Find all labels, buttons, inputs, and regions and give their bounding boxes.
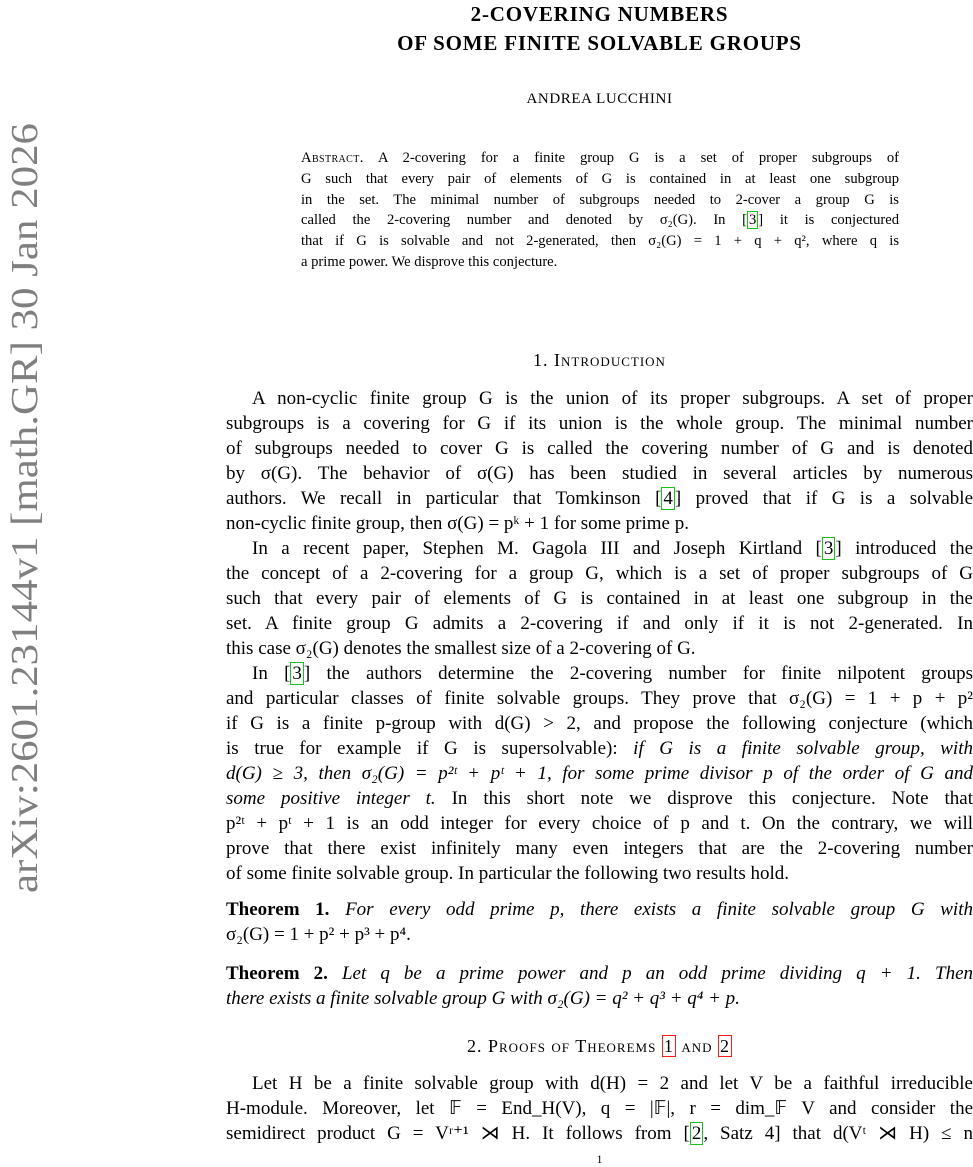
- author: ANDREA LUCCHINI: [526, 91, 673, 107]
- text-line: and particular classes of finite solvable groups. They prove that σ₂(G) = 1 + p + p²: [226, 688, 973, 709]
- citation-link[interactable]: 3: [749, 212, 757, 229]
- text-line: In [ 3 ] the authors determine the 2-covering number for finite nilpotent groups: [252, 663, 973, 684]
- text-line: In a recent paper, Stephen M. Gagola III and Joseph Kirtland [ 3 ] introduced the: [252, 538, 973, 559]
- section-heading-introduction: 1. Introduction: [533, 350, 666, 370]
- text-line: σ₂(G) = 1 + p² + p³ + p⁴.: [226, 924, 411, 945]
- abstract: [301, 148, 899, 273]
- text-line: there exists a finite solvable group G with σ₂(G) = q² + q³ + q⁴ + p.: [226, 988, 740, 1009]
- abstract-line: in the set. The minimal number of subgroups needed to 2-cover a group G is: [301, 191, 899, 208]
- text-line: if G is a finite p-group with d(G) > 2, and propose the following conjecture (which: [226, 713, 973, 734]
- abstract-line: a prime power. We disprove this conjecture.: [301, 253, 558, 270]
- arxiv-stamp-text: arXiv:2601.23144v1 [math.GR] 30 Jan 2026: [4, 211, 46, 893]
- text-line: such that every pair of elements of G is contained in at least one subgroup in the: [226, 588, 973, 609]
- paragraph-2: [226, 536, 973, 661]
- conjecture-text: if G is a finite solvable group, with: [633, 738, 973, 759]
- paragraph-1: [226, 386, 973, 536]
- citation-link[interactable]: 3: [292, 663, 302, 684]
- text-line: some positive integer t. In this short note we disprove this conjecture. Note that: [226, 788, 973, 809]
- text-line: of some finite solvable group. In particular the following two results hold.: [226, 863, 790, 884]
- text-line: this case σ₂(G) denotes the smallest size of a 2-covering of G.: [226, 638, 696, 659]
- abstract-line: Abstract. A 2-covering for a finite group G is a set of proper subgroups of: [301, 150, 899, 166]
- theorem-2: [226, 961, 973, 1011]
- theorem-1: [226, 897, 973, 947]
- conjecture-text: some positive integer t.: [226, 788, 436, 809]
- theorem-label: Theorem 2.: [226, 963, 328, 984]
- theorem-label: Theorem 1.: [226, 899, 330, 920]
- section-heading-proofs: 2. Proofs of Theorems 1 and 2: [467, 1036, 730, 1056]
- abstract-line: that if G is solvable and not 2-generated, then σ₂(G) = 1 + q + q², where q is: [301, 233, 899, 250]
- text-line: prove that there exist infinitely many even integers that are the 2-covering number: [226, 838, 973, 859]
- citation-link[interactable]: 4: [663, 488, 673, 509]
- abstract-line: G such that every pair of elements of G is contained in at least one subgroup: [301, 170, 899, 187]
- text-line: non-cyclic finite group, then σ(G) = pᵏ + 1 for some prime p.: [226, 513, 689, 534]
- paper-title: [226, 0, 973, 58]
- text-line: semidirect product G = Vʳ⁺¹ ⋊ H. It follows from [ 2 , Satz 4] that d(Vᵗ ⋊ H) ≤ n: [226, 1123, 973, 1144]
- text-line: authors. We recall in particular that Tomkinson [ 4 ] proved that if G is a solvable: [226, 488, 973, 509]
- text-line: H-module. Moreover, let 𝔽 = End_H(V), q = |𝔽|, r = dim_𝔽 V and consider the: [226, 1098, 973, 1119]
- theorem-link[interactable]: 2: [720, 1036, 730, 1056]
- text-line: p²ᵗ + pᵗ + 1 is an odd integer for every choice of p and t. On the contrary, we will: [226, 813, 973, 834]
- paragraph-4: [226, 1071, 973, 1146]
- theorem-link[interactable]: 1: [663, 1036, 674, 1056]
- abstract-heading: Abstract.: [301, 150, 364, 166]
- text-line: subgroups is a covering for G if its union is the whole group. The minimal number: [226, 413, 973, 434]
- paragraph-3: [226, 661, 973, 886]
- arxiv-stamp: [0, 0, 46, 930]
- title-line-2: OF SOME FINITE SOLVABLE GROUPS: [397, 31, 802, 55]
- abstract-line: called the 2-covering number and denoted by σ₂(G). In [ 3 ] it is conjectured: [301, 212, 900, 229]
- arxiv-stamp-svg: [0, 0, 46, 930]
- text-line: by σ(G). The behavior of σ(G) has been studied in several articles by numerous: [226, 463, 973, 484]
- text-line: set. A finite group G admits a 2-covering if and only if it is not 2-generated. In: [226, 613, 973, 634]
- text-line: Theorem 2. Let q be a prime power and p an odd prime dividing q + 1. Then: [226, 963, 973, 984]
- text-line: of subgroups needed to cover G is called the covering number of G and is denoted: [226, 438, 973, 459]
- conjecture-text: d(G) ≥ 3, then σ₂(G) = p²ᵗ + pᵗ + 1, for some prime divisor p of the order of G and: [226, 763, 973, 784]
- text-line: Theorem 1. For every odd prime p, there exists a finite solvable group G with: [226, 899, 973, 920]
- text-line: is true for example if G is supersolvable): if G is a finite solvable group, with: [226, 738, 973, 759]
- title-line-1: 2-COVERING NUMBERS: [470, 2, 729, 26]
- text-line: Let H be a finite solvable group with d(H) = 2 and let V be a faithful irreducible: [252, 1073, 973, 1094]
- citation-link[interactable]: 2: [691, 1123, 702, 1144]
- page-number: 1: [596, 1152, 603, 1166]
- citation-link[interactable]: 3: [823, 538, 834, 559]
- text-line: A non-cyclic finite group G is the union of its proper subgroups. A set of proper: [252, 388, 973, 409]
- text-line: the concept of a 2-covering for a group G, which is a set of proper subgroups of G: [226, 563, 973, 584]
